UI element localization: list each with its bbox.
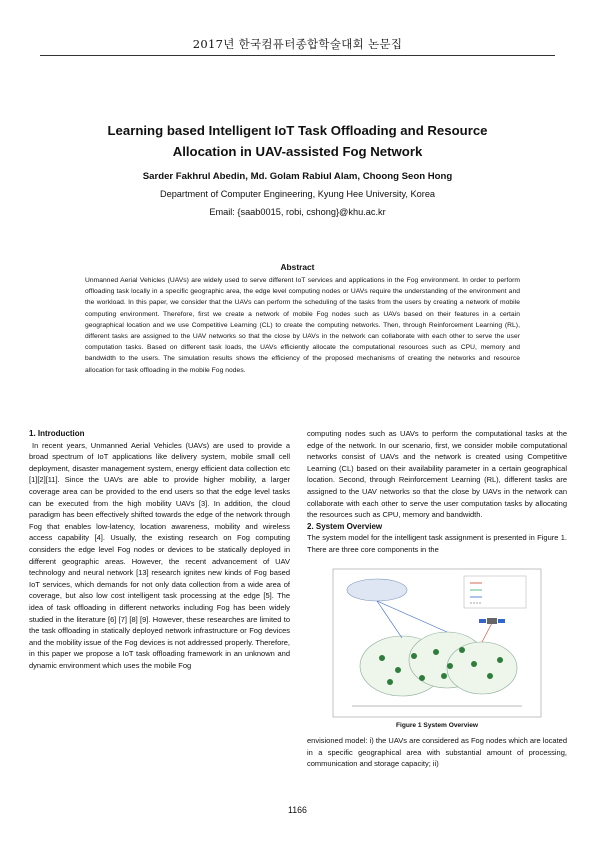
title-line-1: Learning based Intelligent IoT Task Offloading and Resource — [107, 123, 488, 138]
figure-caption: Figure 1 System Overview — [395, 721, 479, 729]
page-number: 1166 — [288, 805, 307, 815]
system-text-continued: envisioned model: i) the UAVs are considered as Fog nodes which are located in a specific geographical area with substantial amount of processing, communication and storage capacity; ii) — [307, 736, 567, 769]
page-header: 2017년 한국컴퓨터종합학술대회 논문집 — [192, 37, 403, 51]
system-text: The system model for the intelligent task assignment is presented in Figure 1. There are three core components in the — [307, 533, 567, 554]
coverage-area-3 — [447, 642, 517, 694]
title-line-2: Allocation in UAV-assisted Fog Network — [172, 144, 423, 159]
right-column — [307, 428, 567, 770]
affiliation: Department of Computer Engineering, Kyung Hee University, Korea — [159, 189, 436, 199]
abstract-heading: Abstract — [280, 262, 315, 272]
abstract-body: Unmanned Aerial Vehicles (UAVs) are widely used to serve different IoT services and applications in the Fog environment. In order to perform offloading task locally in a specific geographic area, the edge level computing nodes or UAVs require the understanding of the environment and the workload. In this paper, we consider that the UAVs can perform the scheduling of the tasks from the users by creating a network of mobile computing environment. Therefore, first we create a network of mobile Fog nodes such as UAVs based on their features in a certain geographical location and we use Competitive Learning (CL) to create the computing networks. Then, through Reinforcement Learning (RL), different tasks are assigned to the UAV networks so that the close by UAVs in the network can collaborate with each other to serve the user computation tasks. Based on different task loads, the UAVs efficiently allocate the computational resources such as CPU, memory and bandwidth to the users. The simulation results shows the efficiency of the proposed mechanisms of creating the networks and resource allocation for task offloading in the mobile Fog nodes. — [85, 277, 520, 374]
cloud-shape — [347, 579, 407, 601]
intro-continuation: computing nodes such as UAVs to perform the computational tasks at the edge of the network. In our scenario, first, we consider mobile computational networks consist of UAVs and the network is created using Competitive Learning (CL) based on their availability parameter in a certain geographical location. Second, through Reinforcement Learning (RL), different tasks are assigned to the UAV networks so that the close by UAVs in the network can collaborate with each other to serve the user computation tasks by allocating the resources such as CPU, memory and bandwidth. — [307, 429, 567, 520]
intro-heading: 1. Introduction — [29, 429, 85, 438]
intro-text: In recent years, Unmanned Aerial Vehicles (UAVs) are used to provide a broad spectrum of IoT applications like delivery system, mobile small cell deployment, disaster management system, energy efficient data collection etc [1][2][11]. Since the UAVs are able to provide higher mobility, a larger coverage area can be provided to the end users so that the edge level tasks can be executed from the high mobility UAVs [3]. In addition, the cloud paradigm has been effectively shifted towards the edge of the network through Fog that enables low-latency, location awareness, mobility and wireless access capability [4]. Usually, the existing research on Fog computing considers the edge level Fog nodes or devices to be statically deployed in different geographic areas. However, the recent advancement of UAV technology and neural network [13] research ignites new kinds of Fog based IoT services, which demands for not only data collection from a wide area of coverage, but also low cost intelligent task processing at the edge [5]. The idea of task offloading in different networks including Fog has been widely studied in the literature [6] [7] [8] [9]. However, these researches are limited to the task offloading in statically deployed network infrastructure or Fog devices and the mobility issue of the Fog devices is not addressed properly. Therefore, in this paper we propose a IoT task offloading framework in an unknown and dynamic environment which uses the mobile Fog — [29, 440, 290, 670]
system-heading: 2. System Overview — [307, 521, 383, 531]
authors: Sarder Fakhrul Abedin, Md. Golam Rabiul Alam, Choong Seon Hong — [142, 171, 453, 182]
email: Email: {saab0015, robi, cshong}@khu.ac.kr — [209, 207, 386, 217]
uav-link-3 — [482, 623, 492, 642]
satellite-icon — [479, 618, 505, 624]
figure-1 — [332, 568, 542, 718]
left-column — [29, 428, 290, 671]
system-overview-diagram — [332, 568, 542, 718]
paper-title — [60, 120, 535, 162]
header-rule — [40, 55, 555, 56]
